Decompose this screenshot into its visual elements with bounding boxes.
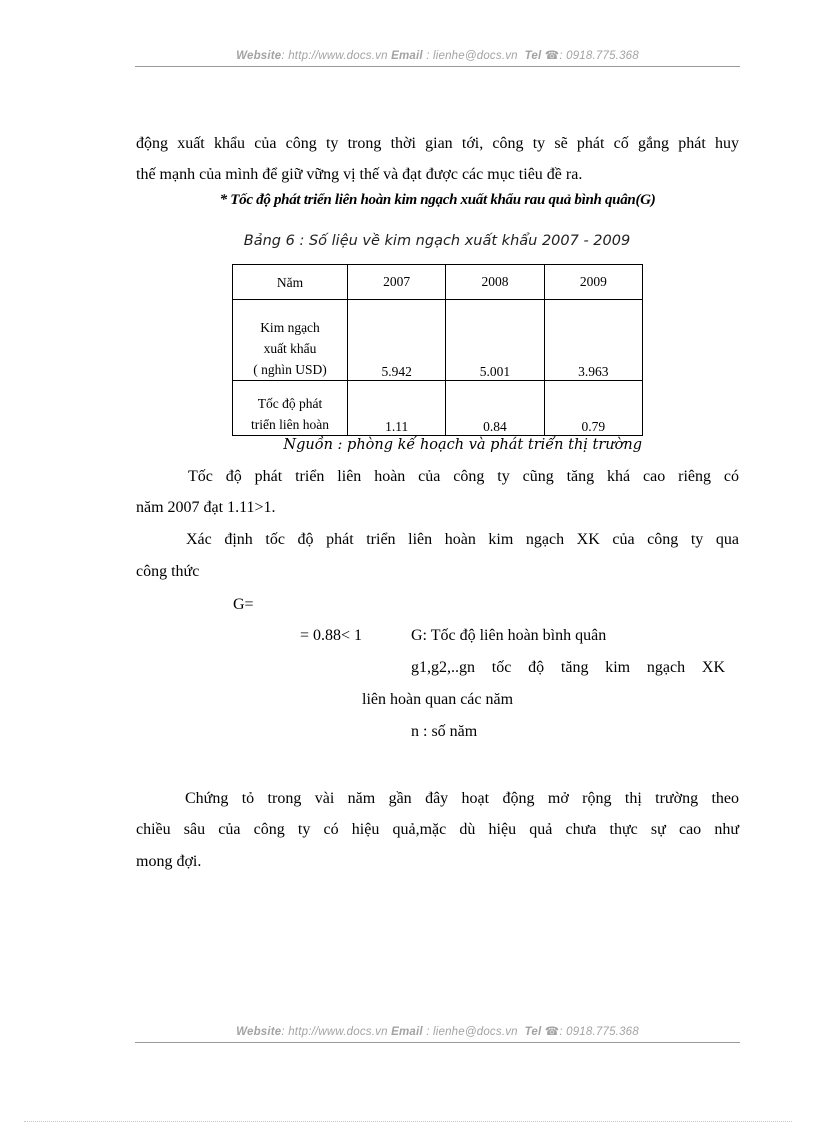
row-label-export [233,300,348,381]
formula-def-g: G: Tốc độ liên hoàn bình quân [411,627,607,644]
footer-website-label: Website [236,1026,282,1038]
row-label-growth [233,381,348,436]
formula-def-n: n : số năm [411,723,478,740]
table-source: Nguồn : phòng kế hoạch và phát triển thị trường [283,437,642,453]
footer-phone-icon: ☎ [544,1026,560,1038]
conclusion-line-2: chiều sâu của công ty có hiệu quả,mặc dù hiệu quả chưa thực sự cao như [136,821,739,838]
header-cell-2009: 2009 [544,265,642,300]
footer-email-label: Email [391,1026,423,1038]
header-rule [135,66,740,67]
row-label-export-line-1: Kim ngạch [260,320,320,335]
footer-tel-label: Tel [524,1026,542,1038]
phone-icon: ☎ [544,50,560,62]
table-row-export-value [233,300,643,381]
export-value-2007: 5.942 [348,300,446,381]
growth-value-2007: 1.11 [348,381,446,436]
export-value-2009: 3.963 [544,300,642,381]
formula-result: = 0.88< 1 [300,627,363,644]
page-footer [135,1024,740,1038]
row-label-growth-line-1: Tốc độ phát [257,396,323,411]
website-value[interactable]: : http://www.docs.vn [281,50,388,62]
header-cell-year: Năm [233,265,348,300]
para2-line-1: Xác định tốc độ phát triển liên hoàn kim ngạch XK của công ty qua [186,531,739,548]
table-row-growth-rate [233,381,643,436]
tel-value: : 0918.775.368 [559,50,639,62]
footer-rule [135,1042,740,1043]
section-heading: * Tốc độ phát triển liên hoàn kim ngạch xuất khẩu rau quả bình quân(G) [219,192,656,208]
row-label-export-line-2: xuất khẩu [263,341,317,356]
footer-tel-value: : 0918.775.368 [559,1026,639,1038]
intro-line-1: động xuất khẩu của công ty trong thời gian tới, công ty sẽ phát cố gắng phát huy [136,135,739,152]
row-label-growth-line-2: triển liên hoàn [251,417,329,432]
intro-line-2: thế mạnh của mình để giữ vững vị thế và đạt được các mục tiêu đề ra. [136,166,583,183]
conclusion-line-3: mong đợi. [136,853,202,870]
table-caption: Bảng 6 : Số liệu về kim ngạch xuất khẩu 2007 - 2009 [243,233,631,249]
para1-line-1: Tốc độ phát triển liên hoàn của công ty cũng tăng khá cao riêng có [188,468,739,485]
page-edge-dots [24,1121,792,1122]
footer-website-value[interactable]: : http://www.docs.vn [281,1026,388,1038]
para1-line-2: năm 2007 đạt 1.11>1. [136,499,276,516]
formula-def-gi-1: g1,g2,..gn tốc độ tăng kim ngạch XK [411,659,725,676]
export-table [232,264,643,436]
formula-g-equals: G= [233,596,254,613]
tel-label: Tel [524,50,542,62]
para2-line-2: công thức [136,563,200,580]
header-cell-2007: 2007 [348,265,446,300]
header-cell-2008: 2008 [446,265,544,300]
formula-def-gi-2: liên hoàn quan các năm [362,691,514,708]
page-header [135,48,740,62]
growth-value-2009: 0.79 [544,381,642,436]
email-label: Email [391,50,423,62]
growth-value-2008: 0.84 [446,381,544,436]
conclusion-line-1: Chứng tỏ trong vài năm gần đây hoạt động mở rộng thị trường theo [185,790,739,807]
footer-email-value[interactable]: : lienhe@docs.vn [426,1026,518,1038]
row-label-export-line-3: ( nghìn USD) [253,362,327,377]
export-value-2008: 5.001 [446,300,544,381]
website-label: Website [236,50,282,62]
table-header-row [233,265,643,300]
email-value[interactable]: : lienhe@docs.vn [426,50,518,62]
